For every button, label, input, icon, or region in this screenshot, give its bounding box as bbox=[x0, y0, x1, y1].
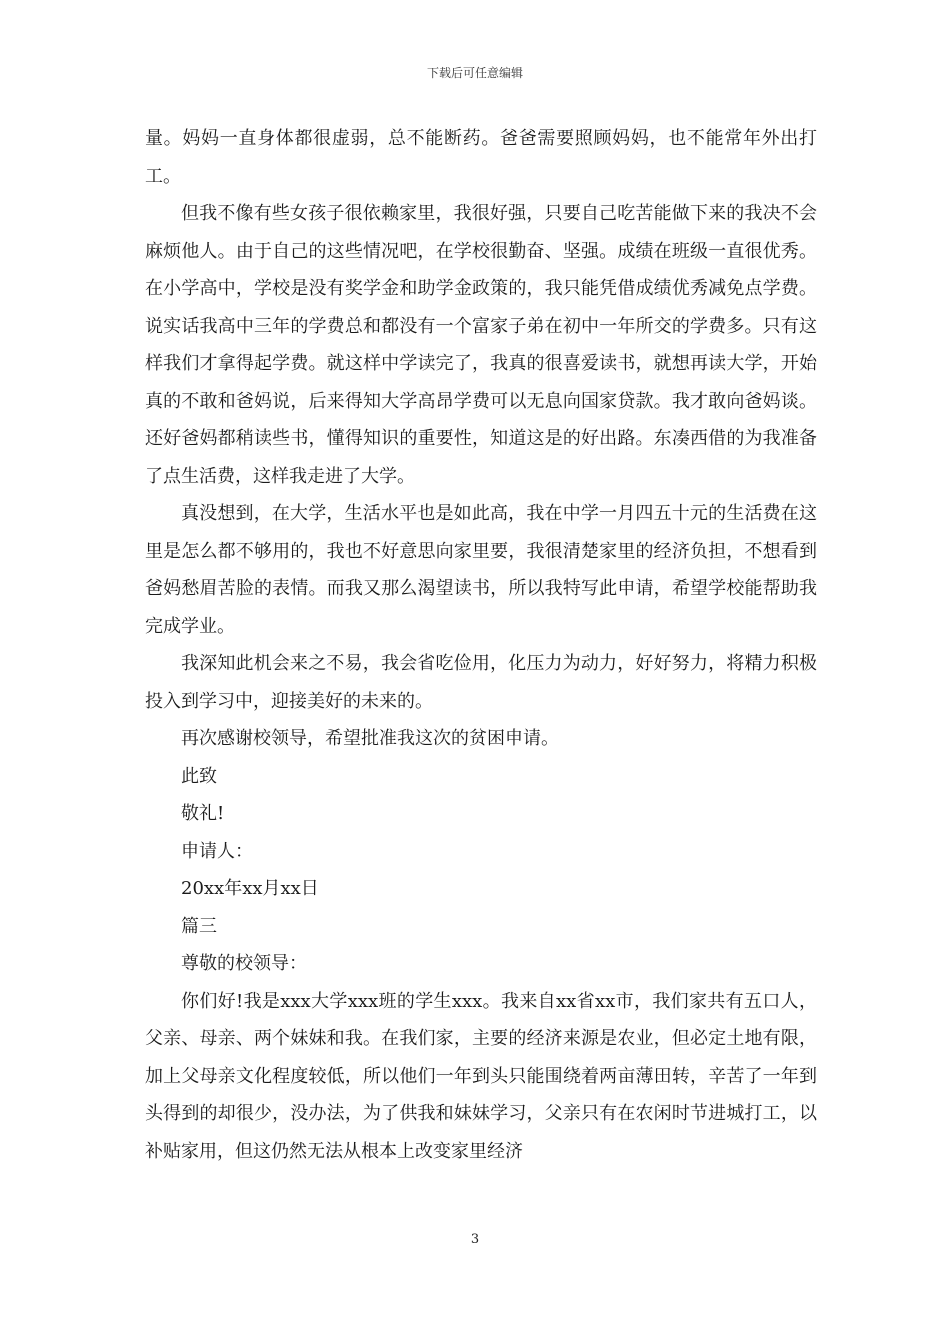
paragraph-thanks: 再次感谢校领导，希望批准我这次的贫困申请。 bbox=[181, 728, 559, 749]
section-title: 篇三 bbox=[181, 915, 217, 937]
closing-regards: 敬礼! bbox=[181, 803, 225, 824]
paragraph-college-life: 真没想到，在大学，生活水平也是如此高，我在中学一月四五十元的生活费在这里是怎么都不够用的，我也不好意思向家里要，我很清楚家里的经济负担，不想看到爸妈愁眉苦脸的表情。而我又那么渴望读书，所以我特写此申请，希望学校能帮助我完成学业。 bbox=[145, 503, 817, 637]
paragraph-commitment: 我深知此机会来之不易，我会省吃俭用，化压力为动力，好好努力，将精力积极投入到学习中，迎接美好的未来的。 bbox=[145, 653, 817, 712]
paragraph-introduction: 你们好!我是xxx大学xxx班的学生xxx。我来自xx省xx市，我们家共有五口人，父亲、母亲、两个妹妹和我。在我们家，主要的经济来源是农业，但必定土地有限，加上父母亲文化程度较低，所以他们一年到头只能围绕着两亩薄田转，辛苦了一年到头得到的却很少，没办法，为了供我和妹妹学习，父亲只有在农闲时节进城打工，以补贴家用，但这仍然无法从根本上改变家里经济 bbox=[145, 990, 817, 1162]
applicant-label: 申请人： bbox=[181, 840, 253, 862]
document-body bbox=[145, 120, 817, 1170]
paragraph-background: 但我不像有些女孩子很依赖家里，我很好强，只要自己吃苦能做下来的我决不会麻烦他人。由于自己的这些情况吧，在学校很勤奋、坚强。成绩在班级一直很优秀。在小学高中，学校是没有奖学金和助学金政策的，我只能凭借成绩优秀减免点学费。说实话我高中三年的学费总和都没有一个富家子弟在初中一年所交的学费多。只有这样我们才拿得起学费。就这样中学读完了，我真的很喜爱读书，就想再读大学，开始真的不敢和爸妈说，后来得知大学高昂学费可以无息向国家贷款。我才敢向爸妈谈。还好爸妈都稍读些书，懂得知识的重要性，知道这是的好出路。东凑西借的为我准备了点生活费，这样我走进了大学。 bbox=[145, 203, 817, 487]
date-line: 20xx年xx月xx日 bbox=[181, 878, 319, 899]
paragraph-continued: 量。妈妈一直身体都很虚弱，总不能断药。爸爸需要照顾妈妈，也不能常年外出打工。 bbox=[145, 128, 817, 187]
letter-greeting: 尊敬的校领导： bbox=[181, 953, 307, 974]
page-header-note: 下载后可任意编辑 bbox=[426, 66, 523, 80]
closing-salutation: 此致 bbox=[181, 765, 217, 787]
page-number: 3 bbox=[470, 1232, 480, 1247]
